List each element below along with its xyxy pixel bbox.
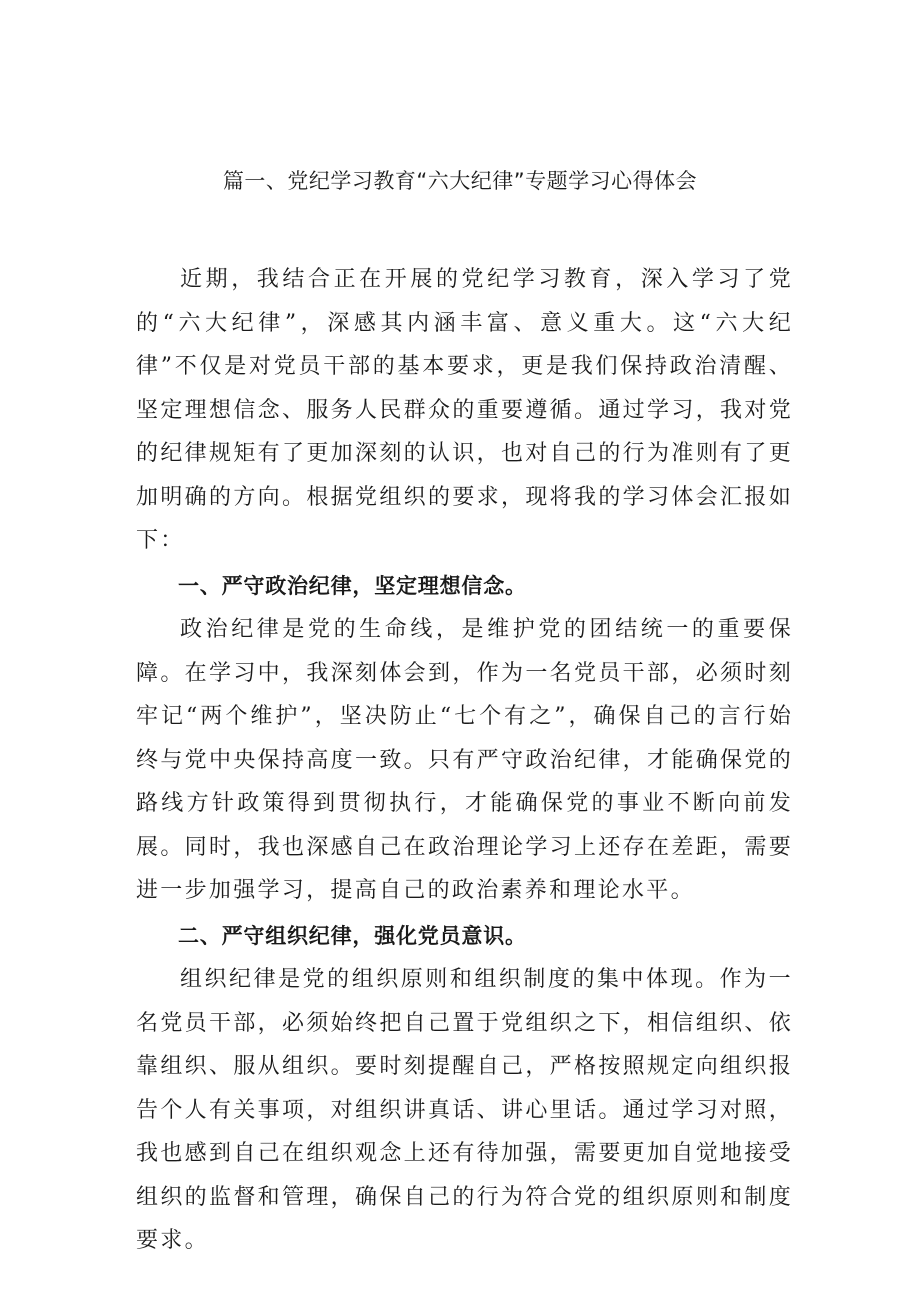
section-2-heading: 二、严守组织纪律，强化党员意识。 [178, 923, 527, 948]
intro-paragraph: 近期，我结合正在开展的党纪学习教育，深入学习了党的“六大纪律”，深感其内涵丰富、意义重大。这“六大纪律”不仅是对党员干部的基本要求，更是我们保持政治清醒、坚定理想信念、服务人民群众的重要遵循。通过学习，我对党的纪律规矩有了更加深刻的认识，也对自己的行为准则有了更加明确的方向。根据党组织的要求，现将我的学习体会汇报如下： [136, 267, 793, 553]
section-2-paragraph: 组织纪律是党的组织原则和组织制度的集中体现。作为一名党员干部，必须始终把自己置于党组织之下，相信组织、依靠组织、服从组织。要时刻提醒自己，严格按照规定向组织报告个人有关事项，对组织讲真话、讲心里话。通过学习对照，我也感到自己在组织观念上还有待加强，需要更加自觉地接受组织的监督和管理，确保自己的行为符合党的组织原则和制度要求。 [136, 967, 793, 1253]
document-title: 篇一、党纪学习教育“六大纪律”专题学习心得体会 [222, 169, 698, 193]
section-1-heading: 一、严守政治纪律，坚定理想信念。 [178, 573, 527, 598]
section-1-paragraph: 政治纪律是党的生命线，是维护党的团结统一的重要保障。在学习中，我深刻体会到，作为一名党员干部，必须时刻牢记“两个维护”，坚决防止“七个有之”，确保自己的言行始终与党中央保持高度一致。只有严守政治纪律，才能确保党的路线方针政策得到贯彻执行，才能确保党的事业不断向前发展。同时，我也深感自己在政治理论学习上还存在差距，需要进一步加强学习，提高自己的政治素养和理论水平。 [136, 617, 793, 903]
document-body [136, 258, 793, 1263]
